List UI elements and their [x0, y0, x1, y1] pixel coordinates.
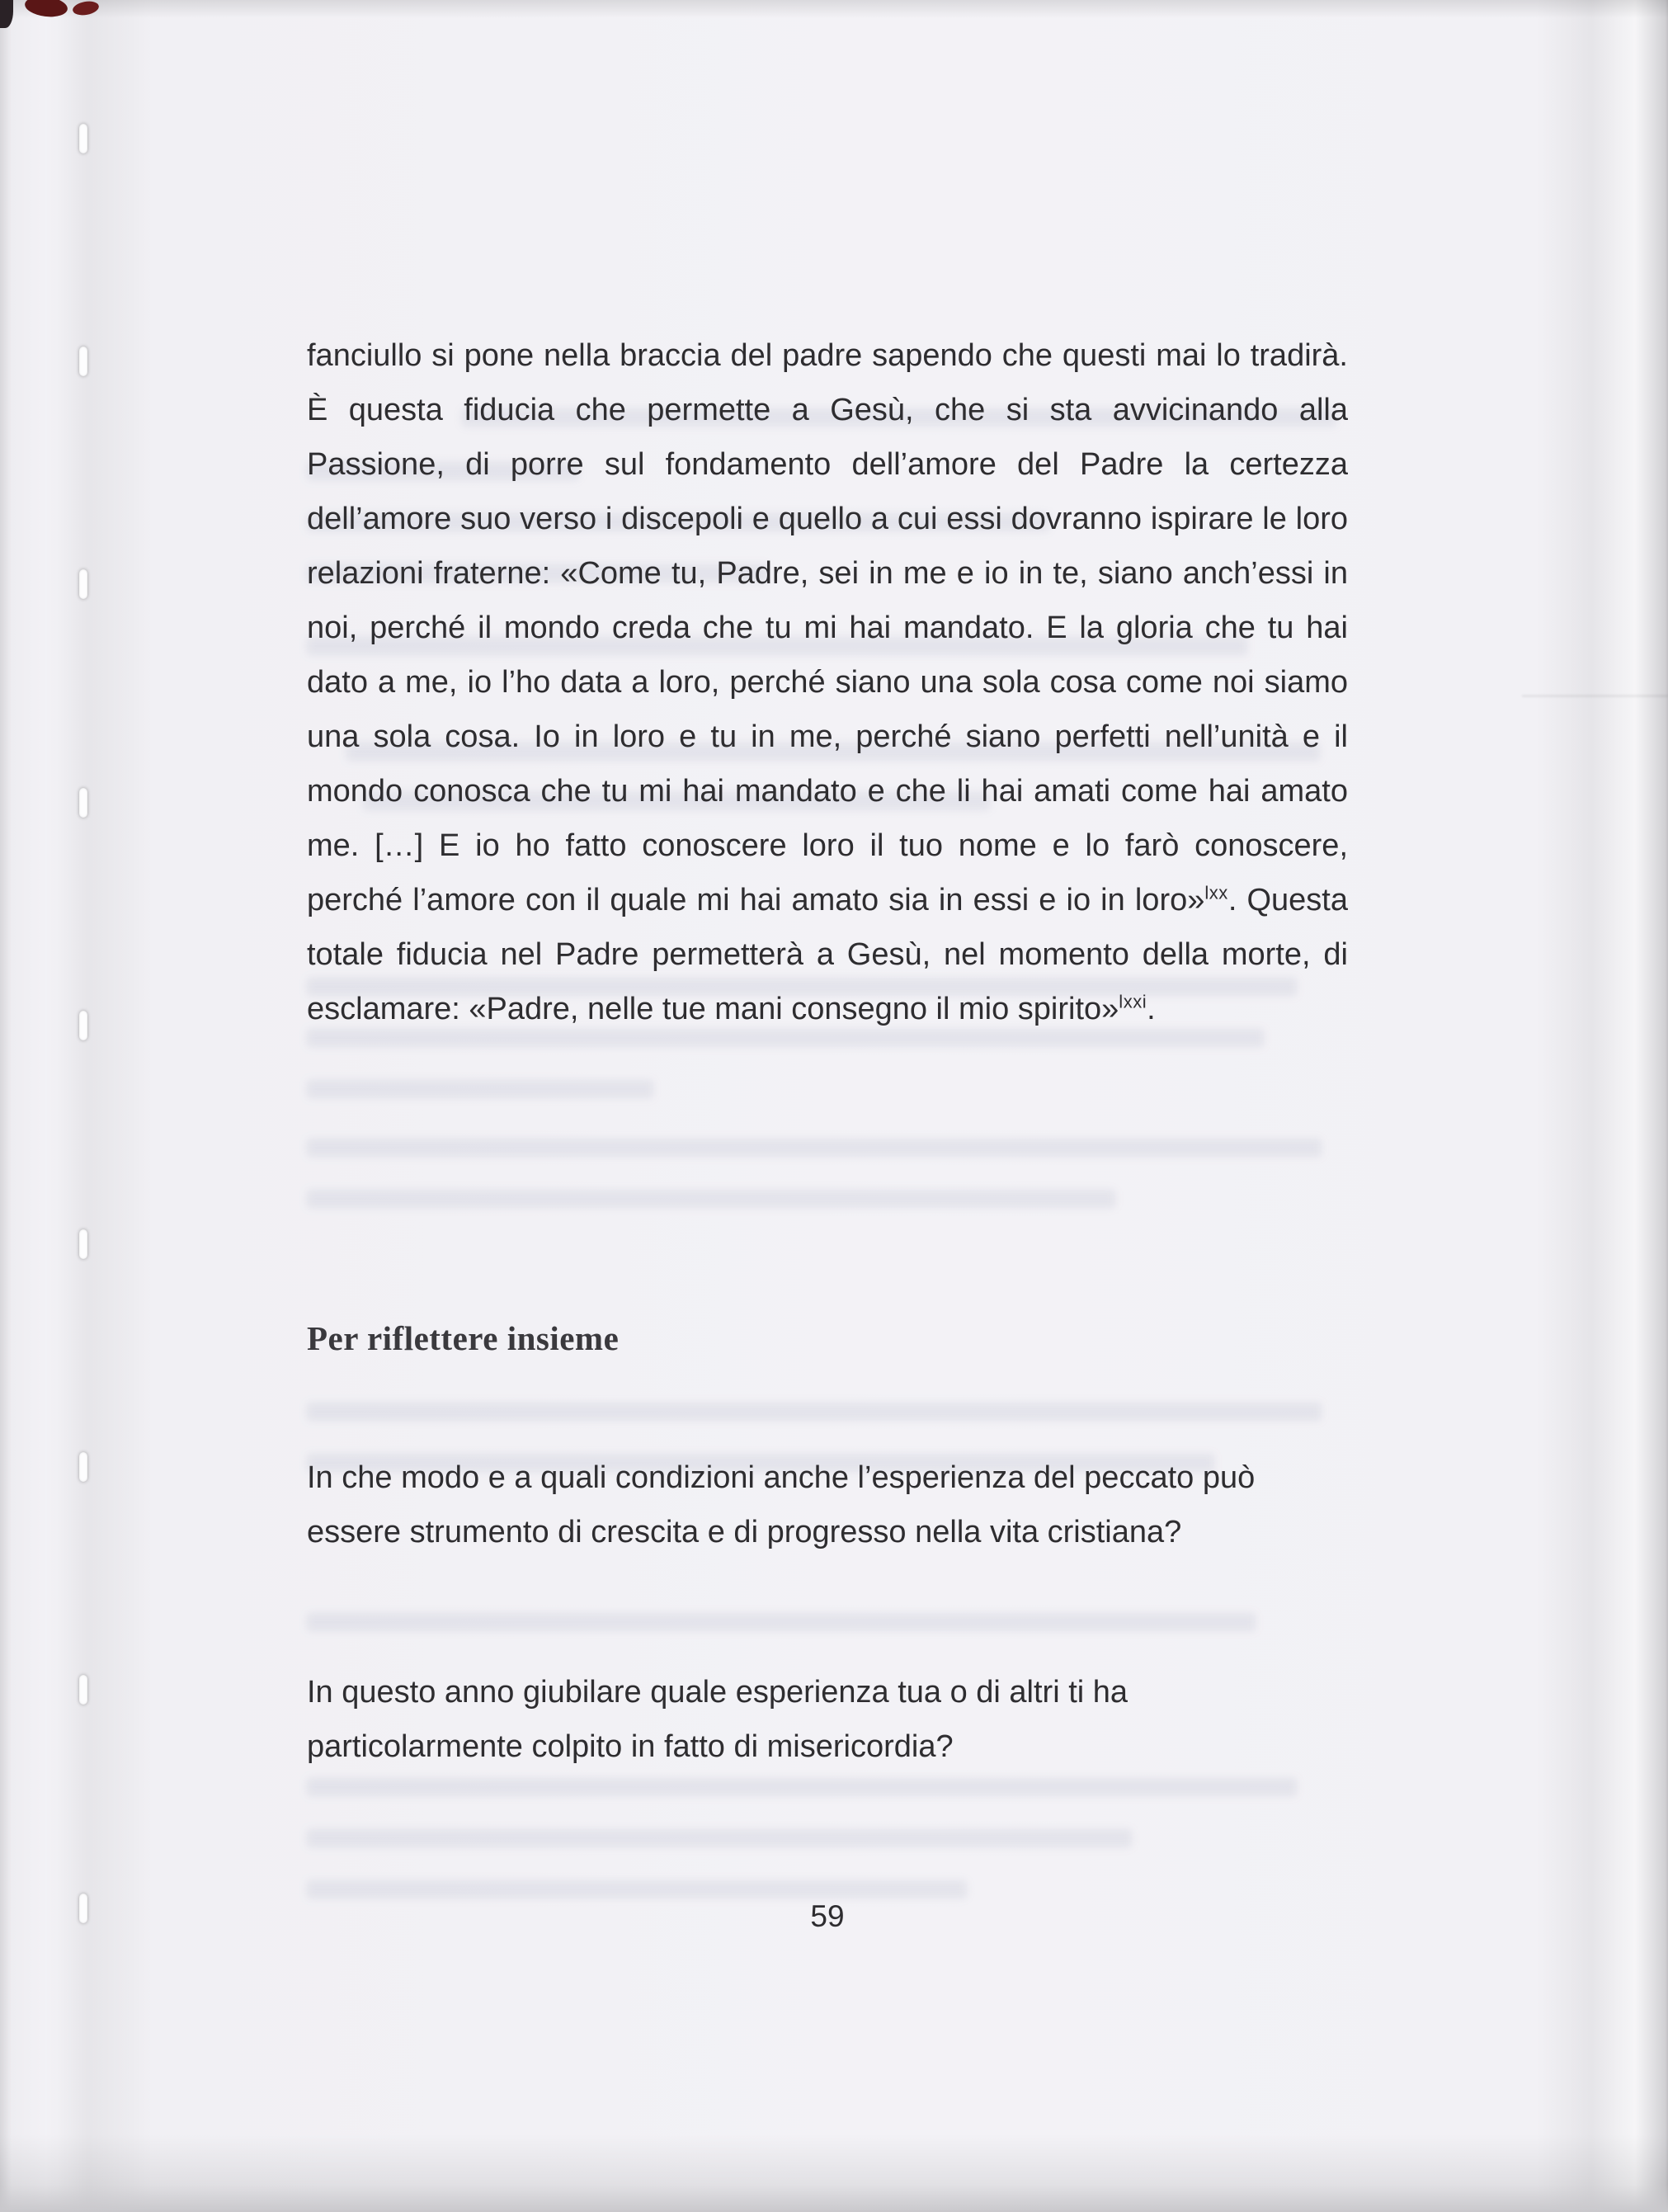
binding-gutter-shadow [45, 0, 153, 2212]
binding-stitch [79, 569, 87, 599]
binding-stitch [79, 1675, 87, 1705]
bleed-through-line [307, 1880, 967, 1898]
page-number: 59 [810, 1899, 845, 1933]
bleed-through-line [307, 1080, 653, 1098]
page-curl-shadow [1536, 0, 1668, 2212]
bleed-through-line [307, 1829, 1132, 1847]
question-1: In che modo e a quali condizioni anche l’esperienza del peccato può essere strumento di crescita e di progresso nella vita cristiana? [307, 1460, 1256, 1549]
corner-shadow-mark [0, 0, 13, 28]
section-heading: Per riflettere insieme [307, 1319, 620, 1357]
endnote-ref-lxx: lxx [1204, 882, 1228, 903]
paragraph-text: . Questa totale fiducia nel Padre permetterà a Gesù, nel momento della morte, di esclamare: «Padre, nelle tue mani consegno il mio spirito» [307, 883, 1348, 1026]
binding-stitch [79, 1894, 87, 1923]
bottom-edge-shadow [0, 2134, 1668, 2212]
binding-stitch [79, 1452, 87, 1482]
bleed-through-line [307, 1778, 1297, 1796]
page-crease [1522, 695, 1668, 697]
binding-stitch [79, 788, 87, 818]
binding-stitch [79, 1011, 87, 1040]
top-edge-shadow [0, 0, 1668, 18]
bleed-through-line [307, 1190, 1115, 1208]
endnote-ref-lxxi: lxxi [1119, 991, 1147, 1012]
question-2: In questo anno giubilare quale esperienza tua o di altri ti ha particolarmente colpito in fatto di misericordia? [307, 1675, 1128, 1764]
bleed-through-line [307, 1139, 1322, 1157]
bleed-through-line [307, 1613, 1256, 1631]
body-paragraph [307, 328, 1348, 1036]
binding-stitch [79, 1229, 87, 1259]
binding-stitch [79, 347, 87, 376]
paragraph-text: fanciullo si pone nella braccia del padre sapendo che questi mai lo tradirà. È questa fiducia che permette a Gesù, che si sta avvicinando alla Passione, di porre sul fondamento dell’amore del Padre la certezza dell’amore suo verso i discepoli e quello a cui essi dovranno ispirare le loro relazioni fraterne: «Come tu, Padre, sei in me e io in te, siano anch’essi in noi, perché il mondo creda che tu mi hai mandato. E la gloria che tu hai dato a me, io l’ho data a loro, perché siano una sola cosa come noi siamo una sola cosa. Io in loro e tu in me, perché siano perfetti nell’unità e il mondo conosca che tu mi hai mandato e che li hai amati come hai amato me. […] E io ho fatto conoscere loro il tuo nome e lo farò conoscere, perché l’amore con il quale mi hai amato sia in essi e io in loro» [307, 338, 1348, 917]
binding-stitch [79, 124, 87, 153]
paragraph-text: . [1147, 992, 1156, 1026]
bleed-through-line [307, 1403, 1322, 1421]
